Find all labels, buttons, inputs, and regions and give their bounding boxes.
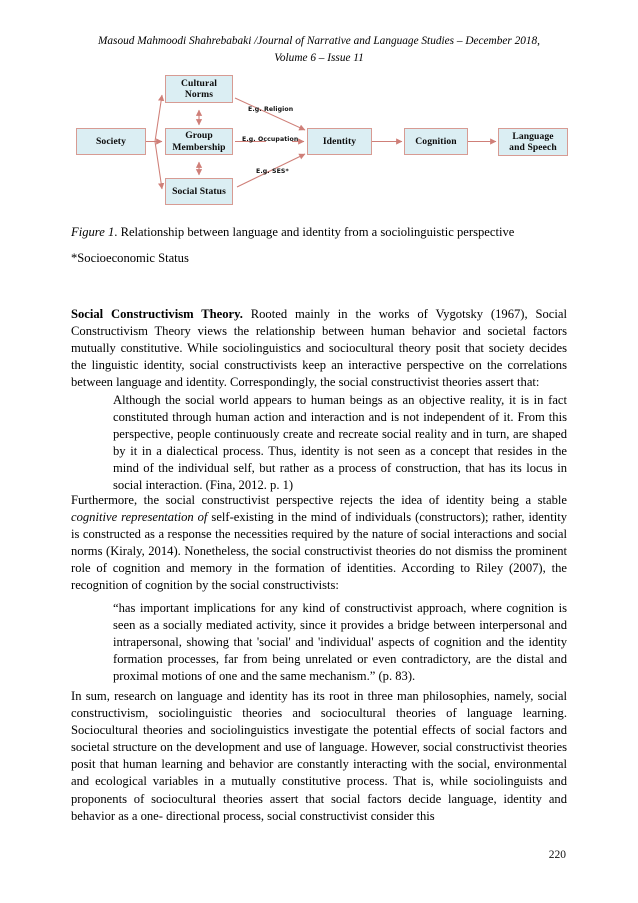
node-label-line-2: and Speech — [509, 142, 557, 153]
node-label: Cognition — [415, 135, 457, 147]
figure-caption-label: Figure 1 — [71, 225, 115, 239]
edge-label-religion: E.g. Religion — [248, 106, 294, 113]
paragraph-in-sum: In sum, research on language and identity has its root in three man philosophies, namely, social constructivism, sociolinguistic theories and sociocultural theories of language learning. Sociocultural theories and sociolinguistics investigate the potential effects of social factors and societal structure on the development and use of language. However, social constructivist theories posit that human learning and behavior are constantly interacting with the social, environmental and ecological variables in a mutually constitutive process. That is, while sociolinguists and proponents of sociocultural theories assert that social factors decide language, identity and behavior as a one- directional process, social constructivist consider this — [71, 689, 567, 823]
running-header-line-2: Volume 6 – Issue 11 — [274, 52, 364, 64]
node-label: Identity — [322, 135, 357, 147]
paragraph-social-constructivism — [71, 306, 567, 391]
page-number: 220 — [548, 849, 566, 861]
figure-caption — [71, 224, 566, 241]
figure-diagram — [70, 68, 575, 213]
paragraph-italic-phrase: cognitive representation of — [71, 510, 208, 525]
diagram-node-language-and-speech — [498, 128, 568, 156]
node-label: Social Status — [172, 185, 226, 197]
diagram-node-group-membership — [165, 128, 233, 155]
node-label: Society — [95, 135, 126, 147]
node-label-line-2: Norms — [184, 89, 214, 100]
diagram-node-cultural-norms — [165, 75, 233, 103]
node-label — [509, 131, 557, 154]
node-label-line-1: Language — [512, 130, 554, 142]
node-label-line-1: Cultural — [181, 77, 217, 89]
blockquote-fina: Although the social world appears to human beings as an objective reality, it is in fact constituted through human action and interaction and is not independent of it. From this perspective, people continuously create and recreate social reality and in turn, are shaped by it in a dialectical process. Thus, identity is not seen as a concept that resides in the mind of the individual self, but rather as a process of construction, that has its locus in social interaction. (Fina, 2012. p. 1) — [113, 393, 567, 493]
running-header — [74, 33, 564, 67]
node-label-line-2: Membership — [172, 141, 226, 153]
diagram-node-identity — [307, 128, 372, 155]
paragraph-heading: Social Constructivism Theory. — [71, 307, 243, 321]
node-label-line-1: Group — [185, 130, 213, 141]
paragraph-text-part-2: self-existing in the mind of individuals (constructors); rather, identity is constructed as a response the necessities required by the nature of social interactions and social norms (Kiraly, 2014). Nonetheless, the social constructivist theories do not dismiss the prominent role of cognition and memory in the formation of identities. According to Riley (2007), the recognition of cognition by the social constructivists: — [71, 510, 567, 593]
paragraph-text-part-1: Furthermore, the social constructivist perspective rejects the idea of identity being a stable — [71, 493, 567, 507]
edge-label-ses: E.g. SES* — [256, 168, 289, 175]
blockquote-riley: “has important implications for any kind of constructivist approach, where cognition is seen as a socially mediated activity, since it provides a bridge between interpersonal and intrapersonal, showing that 'social' and 'individual' aspects of cognition and the identity formation processes, far from being unrelated or even contradictory, are the distal and proximal motions of one and the same mechanism.” (p. 83). — [113, 601, 567, 684]
figure-footnote: *Socioeconomic Status — [71, 251, 189, 265]
paragraph-furthermore — [71, 492, 567, 595]
running-header-line-1: Masoud Mahmoodi Shahrebabaki /Journal of Narrative and Language Studies – December 2018, — [98, 35, 540, 47]
edge-label-occupation: E.g. Occupation — [242, 136, 299, 143]
paragraph-text: Rooted mainly in the works of Vygotsky (1967), Social Constructivism Theory views the relationship between human behavior and societal factors mutually constitutive. While sociolinguistics and sociocultural theory posit that society decides the linguistic identity, social constructivists keep an interactive perspective on the correlations between language and identity. Correspondingly, the social constructivist theories assert that: — [71, 307, 567, 390]
diagram-node-cognition — [404, 128, 468, 155]
node-label — [172, 130, 225, 153]
figure-caption-text: . Relationship between language and identity from a sociolinguistic perspective — [114, 225, 515, 239]
diagram-node-society — [76, 128, 146, 155]
diagram-node-social-status — [165, 178, 233, 205]
node-label — [181, 78, 217, 101]
